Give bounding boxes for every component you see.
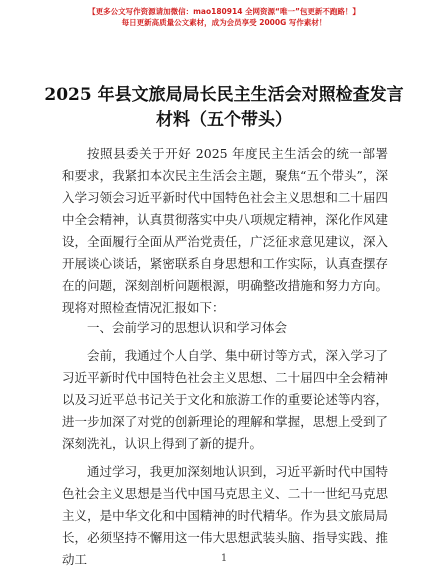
intro-paragraph: 按照县委关于开好 2025 年度民主生活会的统一部署和要求，我紧扣本次民主生活会主题，聚焦“五个带头”，深入学习领会习近平新时代中国特色社会主义思想和二十届四中全会精神，认真贯彻落实中央八项规定精神，深化作风建设，全面履行全面从严治党责任，广泛征求意见建议，深入开展谈心谈话，紧密联系自身思想和工作实际，认真查摆存在的问题，深刻剖析问题根源，明确整改措施和努力方向。现将对照检查情况汇报如下： [62, 146, 388, 315]
document-title-line1: 2025 年县文旅局局长民主生活会对照检查发言 [44, 85, 404, 105]
intro-section [62, 143, 388, 325]
body-paragraph: 通过学习，我更加深刻地认识到，习近平新时代中国特色社会主义思想是当代中国马克思主义、二十一世纪马克思主义，是中华文化和中国精神的时代精华。作为县文旅局局长，必须坚持不懈用这一伟大思想武装头脑、指导实践、推动工 [62, 464, 388, 567]
body-paragraph: 会前，我通过个人自学、集中研讨等方式，深入学习了习近平新时代中国特色社会主义思想、二十届四中全会精神以及习近平总书记关于文化和旅游工作的重要论述等内容，进一步加深了对党的创新理论的理解和掌握，思想上受到了深刻洗礼，认识上得到了新的提升。 [62, 348, 388, 451]
section-heading: 一、会前学习的思想认识和学习体会 [87, 320, 288, 335]
document-title [40, 83, 408, 133]
promo-banner-line1: 【更多公文写作资源请加微信：mao180914 全网资源“唯一”包更新不跑路！】 [88, 7, 360, 16]
page-number: 1 [220, 553, 228, 564]
document-title-line2: 材料（五个带头） [156, 110, 292, 130]
promo-banner-line2: 每日更新高质量公文素材，成为会员享受 2000G 写作素材！ [121, 18, 327, 27]
body-section [62, 345, 388, 577]
promo-banner [0, 6, 448, 28]
